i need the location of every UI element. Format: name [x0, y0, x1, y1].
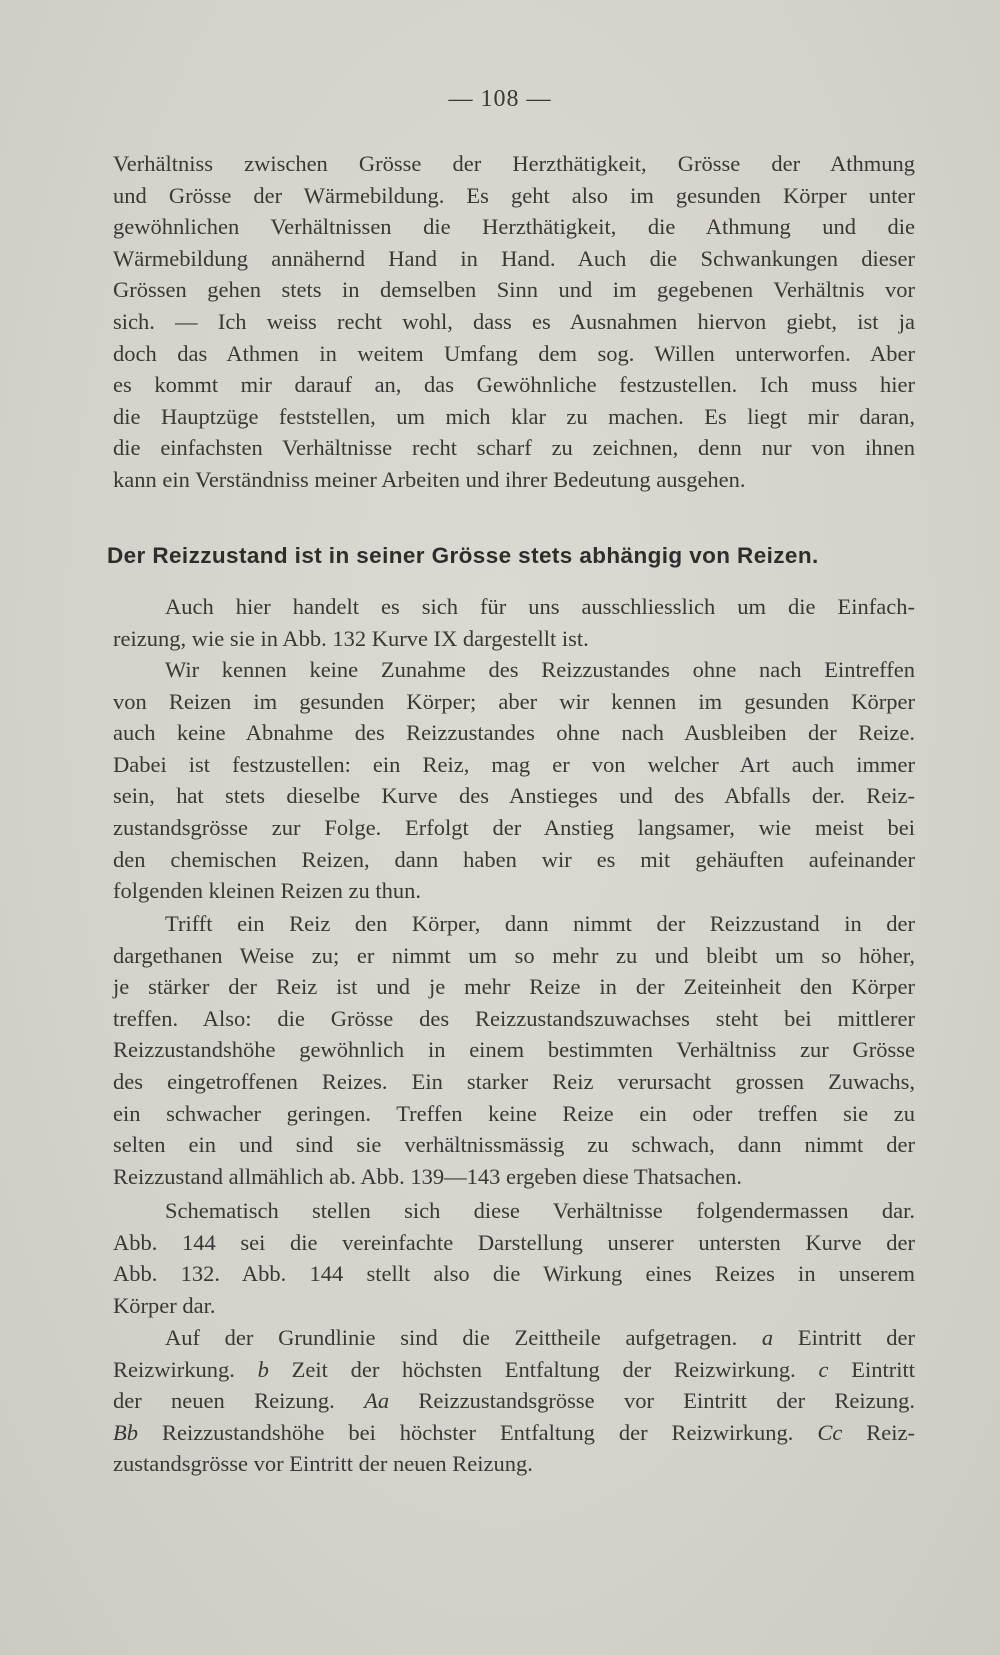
- page-number: — 108 —: [448, 86, 552, 112]
- text-line: zustandsgrösse zur Folge. Erfolgt der Anstieg langsamer, wie meist bei: [113, 814, 915, 840]
- text-line: sich. — Ich weiss recht wohl, dass es Ausnahmen hiervon giebt, ist ja: [113, 308, 915, 334]
- text-line: treffen. Also: die Grösse des Reizzustandszuwachses steht bei mittlerer: [113, 1005, 915, 1031]
- text-line: Verhältniss zwischen Grösse der Herzthätigkeit, Grösse der Athmung: [113, 151, 915, 176]
- paragraph-4: [113, 908, 915, 1192]
- text-line: Auch hier handelt es sich für uns ausschliesslich um die Einfach-: [165, 594, 915, 619]
- text-line: Trifft ein Reiz den Körper, dann nimmt der Reizzustand in der: [165, 911, 915, 936]
- label-c: c: [818, 1356, 829, 1382]
- text-line: Abb. 144 sei die vereinfachte Darstellung unserer untersten Kurve der: [113, 1229, 915, 1255]
- text-line: die einfachsten Verhältnisse recht scharf zu zeichnen, denn nur von ihnen: [113, 435, 915, 461]
- text-line: die Hauptzüge feststellen, um mich klar zu machen. Es liegt mir daran,: [113, 403, 915, 429]
- paragraph-5: [113, 1195, 915, 1321]
- section-heading: Der Reizzustand ist in seiner Grösse stets abhängig von Reizen.: [107, 543, 819, 568]
- text-line: der neuen Reizung. Aa Reizzustandsgrösse vor Eintritt der Reizung.: [113, 1388, 916, 1414]
- paragraph-3: [113, 654, 915, 907]
- text-line: zustandsgrösse vor Eintritt der neuen Reizung.: [113, 1451, 533, 1477]
- label-Cc: Cc: [817, 1419, 843, 1445]
- label-Bb: Bb: [113, 1419, 138, 1445]
- text-line: je stärker der Reiz ist und je mehr Reize in der Zeiteinheit den Körper: [113, 974, 915, 1000]
- text-line: sein, hat stets dieselbe Kurve des Anstieges und des Abfalls der. Reiz-: [113, 783, 915, 809]
- text-line: doch das Athmen in weitem Umfang dem sog. Willen unterworfen. Aber: [113, 340, 915, 366]
- text-line: folgenden kleinen Reizen zu thun.: [113, 878, 422, 904]
- paragraph-2: [113, 591, 915, 654]
- label-b: b: [257, 1356, 269, 1382]
- label-Aa: Aa: [364, 1388, 390, 1414]
- text-line: Grössen gehen stets in demselben Sinn und im gegebenen Verhältnis vor: [113, 277, 915, 303]
- text-line: und Grösse der Wärmebildung. Es geht also im gesunden Körper unter: [113, 182, 915, 208]
- text-line: selten ein und sind sie verhältnissmässig zu schwach, dann nimmt der: [113, 1132, 915, 1158]
- text-line: kann ein Verständniss meiner Arbeiten und ihrer Bedeutung ausgehen.: [113, 466, 746, 492]
- text-line: Bb Reizzustandshöhe bei höchster Entfaltung der Reizwirkung. Cc Reiz-: [113, 1419, 916, 1445]
- text-line: Wir kennen keine Zunahme des Reizzustandes ohne nach Eintreffen: [165, 657, 915, 682]
- text-line: Reizzustandshöhe gewöhnlich in einem bestimmten Verhältniss zur Grösse: [113, 1037, 915, 1063]
- text-line: Reizwirkung. b Zeit der höchsten Entfaltung der Reizwirkung. c Eintritt: [113, 1356, 916, 1382]
- text-line: auch keine Abnahme des Reizzustandes ohne nach Ausbleiben der Reize.: [113, 720, 915, 746]
- paragraph-1: [113, 148, 915, 496]
- text-line: dargethanen Weise zu; er nimmt um so mehr zu und bleibt um so höher,: [113, 942, 915, 968]
- text-line: den chemischen Reizen, dann haben wir es mit gehäuften aufeinander: [113, 846, 915, 872]
- paragraph-6: [113, 1322, 915, 1480]
- text-line: von Reizen im gesunden Körper; aber wir kennen im gesunden Körper: [113, 688, 915, 714]
- text-line: es kommt mir darauf an, das Gewöhnliche festzustellen. Ich muss hier: [113, 372, 915, 398]
- text-line: Abb. 132. Abb. 144 stellt also die Wirkung eines Reizes in unserem: [113, 1261, 915, 1287]
- label-a: a: [761, 1325, 774, 1350]
- text-line: reizung, wie sie in Abb. 132 Kurve IX dargestellt ist.: [113, 625, 589, 651]
- text-line: Reizzustand allmählich ab. Abb. 139—143 ergeben diese Thatsachen.: [113, 1163, 742, 1189]
- text-line: gewöhnlichen Verhältnissen die Herzthätigkeit, die Athmung und die: [113, 214, 915, 240]
- text-line: Körper dar.: [113, 1292, 216, 1318]
- text-line: Auf der Grundlinie sind die Zeittheile aufgetragen. a Eintritt der: [165, 1325, 915, 1350]
- text-line: des eingetroffenen Reizes. Ein starker Reiz verursacht grossen Zuwachs,: [113, 1068, 915, 1094]
- text-line: Dabei ist festzustellen: ein Reiz, mag er von welcher Art auch immer: [113, 751, 915, 777]
- text-line: Wärmebildung annähernd Hand in Hand. Auch die Schwankungen dieser: [113, 245, 915, 271]
- text-line: Schematisch stellen sich diese Verhältnisse folgendermassen dar.: [165, 1198, 915, 1223]
- text-line: ein schwacher geringen. Treffen keine Reize ein oder treffen sie zu: [113, 1100, 915, 1126]
